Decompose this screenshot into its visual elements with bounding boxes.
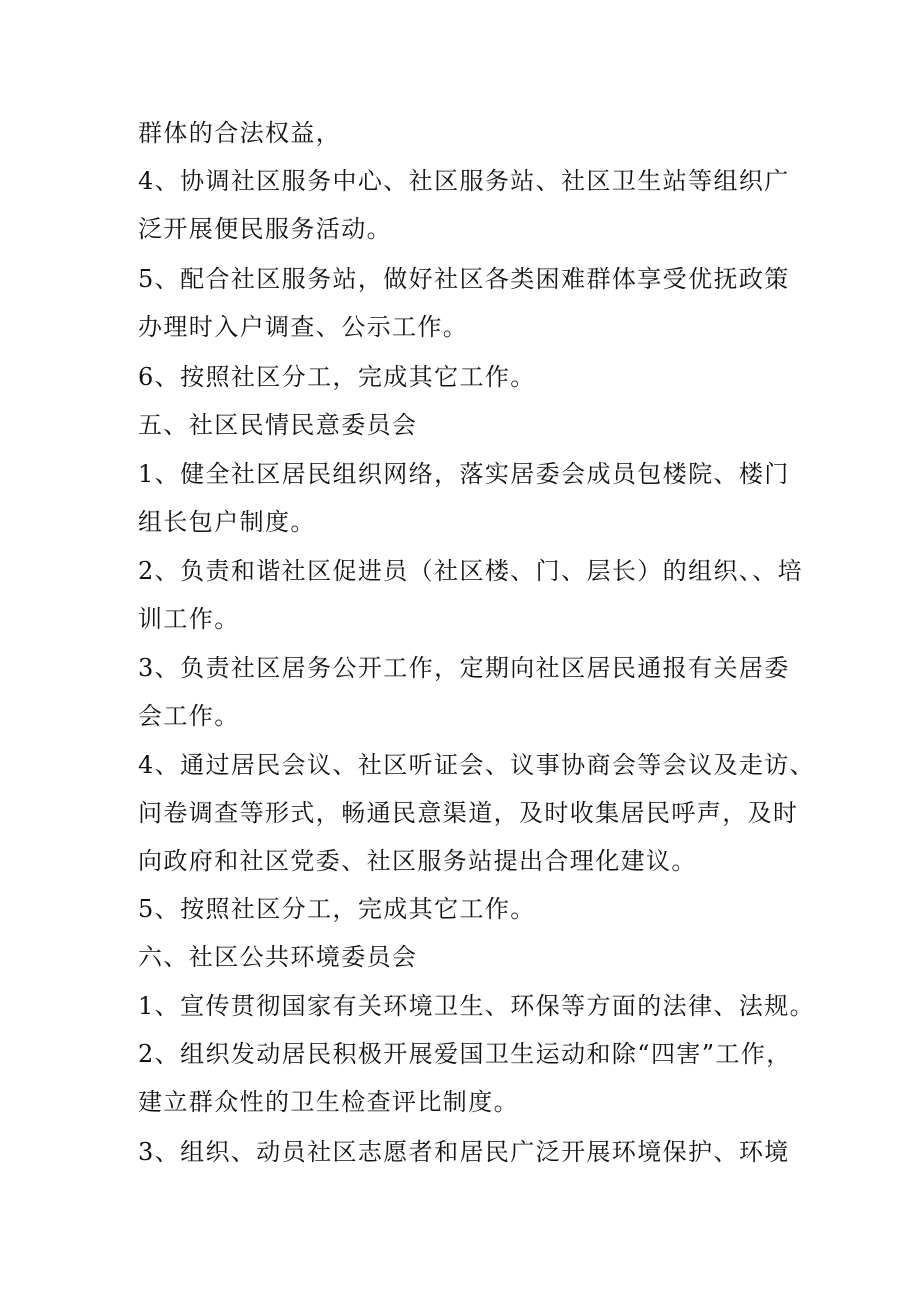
text-line: 向政府和社区党委、社区服务站提出合理化建议。	[138, 847, 697, 875]
text-line: 群体的合法权益，	[138, 119, 342, 147]
text-line: 2、组织发动居民积极开展爱国卫生运动和除“四害”工作，	[138, 1040, 792, 1068]
text-line: 泛开展便民服务活动。	[138, 215, 392, 243]
text-line: 4、协调社区服务中心、社区服务站、社区卫生站等组织广	[138, 167, 790, 195]
text-line: 5、配合社区服务站，做好社区各类困难群体享受优抚政策	[138, 265, 790, 293]
text-line: 1、宣传贯彻国家有关环境卫生、环保等方面的法律、法规。	[138, 992, 816, 1020]
section-heading: 五、社区民情民意委员会	[138, 411, 418, 439]
text-line: 2、负责和谐社区促进员（社区楼、门、层长）的组织、、培	[138, 557, 804, 585]
text-line: 5、按照社区分工，完成其它工作。	[138, 895, 536, 923]
text-line: 4、通过居民会议、社区听证会、议事协商会等会议及走访、	[138, 751, 816, 779]
text-line: 3、组织、动员社区志愿者和居民广泛开展环境保护、环境	[138, 1138, 790, 1166]
text-line: 6、按照社区分工，完成其它工作。	[138, 363, 536, 391]
text-line: 1、健全社区居民组织网络，落实居委会成员包楼院、楼门	[138, 460, 790, 488]
text-line: 建立群众性的卫生检查评比制度。	[138, 1088, 519, 1116]
section-heading: 六、社区公共环境委员会	[138, 943, 418, 971]
text-line: 办理时入户调查、公示工作。	[138, 313, 469, 341]
text-line: 3、负责社区居务公开工作，定期向社区居民通报有关居委	[138, 654, 790, 682]
text-line: 训工作。	[138, 605, 240, 633]
text-line: 组长包户制度。	[138, 508, 316, 536]
text-line: 会工作。	[138, 702, 240, 730]
text-line: 问卷调查等形式，畅通民意渠道，及时收集居民呼声，及时	[138, 799, 799, 827]
